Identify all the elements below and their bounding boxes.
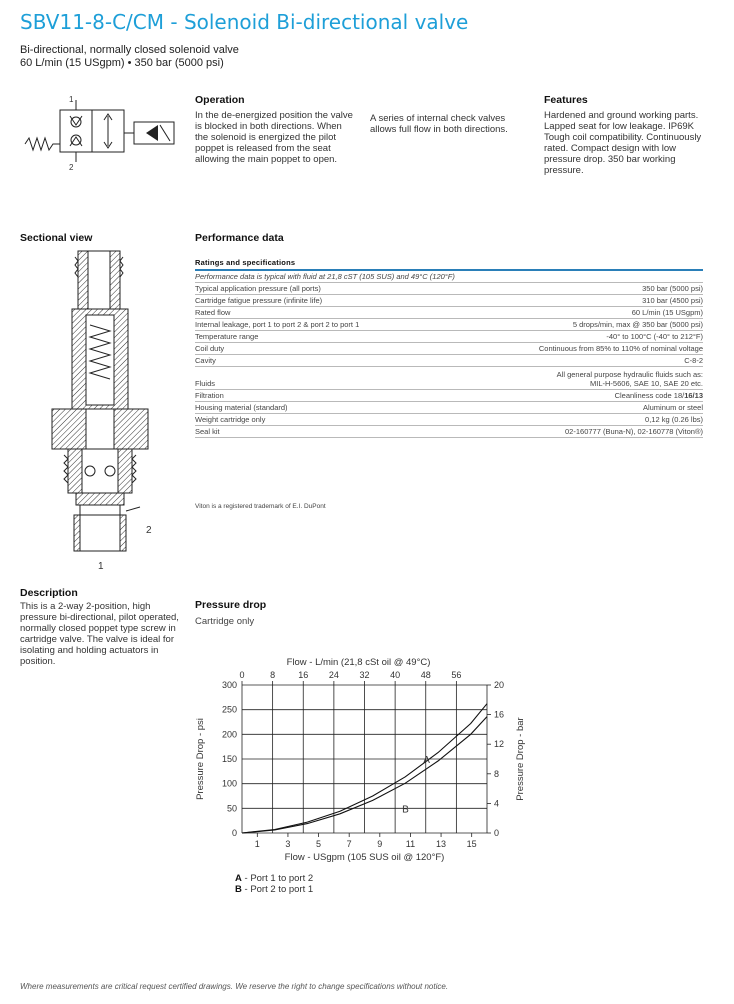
x-axis-label: Flow - USgpm (105 SUS oil @ 120°F) xyxy=(284,852,445,863)
trademark-note: Viton is a registered trademark of E.I. DuPont xyxy=(195,503,326,510)
spec-label: Seal kit xyxy=(195,427,220,436)
spec-value xyxy=(449,367,703,390)
right-tick-label: 4 xyxy=(494,798,500,809)
x-tick-label: 5 xyxy=(316,839,322,849)
spec-label: Fluids xyxy=(195,379,216,388)
spec-value: -40° to 100°C (-40° to 212°F) xyxy=(606,332,703,341)
top-tick-label: 0 xyxy=(239,670,245,680)
legend-item-b xyxy=(235,884,313,895)
spec-label: Rated flow xyxy=(195,308,231,317)
spec-label: Cavity xyxy=(195,356,216,365)
y-tick-label: 100 xyxy=(221,778,237,789)
table-row xyxy=(195,426,703,438)
pressure-drop-subheading: Cartridge only xyxy=(195,616,255,627)
x-tick-label: 7 xyxy=(346,839,352,849)
table-note: Performance data is typical with fluid at 21,8 cST (105 SUS) and 49°C (120°F) xyxy=(195,272,455,281)
spec-label: Housing material (standard) xyxy=(195,403,288,412)
top-tick-label: 32 xyxy=(359,670,370,680)
x-tick-label: 1 xyxy=(254,839,260,849)
table-row xyxy=(195,414,703,426)
spec-label: Cartridge fatigue pressure (infinite life) xyxy=(195,296,323,305)
subtitle-line-2: 60 L/min (15 USgpm) • 350 bar (5000 psi) xyxy=(20,57,224,69)
table-note-row xyxy=(195,270,703,283)
x-tick-label: 11 xyxy=(405,839,416,849)
spec-value-line-2: MIL-H-5606, SAE 10, SAE 20 etc. xyxy=(590,379,703,388)
top-tick-label: 16 xyxy=(298,670,309,680)
y-tick-label: 250 xyxy=(221,704,237,715)
right-tick-label: 20 xyxy=(494,680,505,690)
page-title: SBV11-8-C/CM - Solenoid Bi-directional valve xyxy=(20,10,469,34)
description-section xyxy=(20,588,180,667)
features-heading: Features xyxy=(544,94,588,106)
spec-label: Filtration xyxy=(195,391,224,400)
spec-value: Aluminum or steel xyxy=(642,403,703,412)
spec-value: 310 bar (4500 psi) xyxy=(642,296,703,305)
spec-label: Typical application pressure (all ports) xyxy=(195,284,321,293)
features-text: Hardened and ground working parts. Lapped seat for low leakage. IP69K Tough coil compatibility. Continuously rated. Compact design with low pressure drop. 350 bar working pressure. xyxy=(544,110,702,176)
legend-key-a: A xyxy=(235,873,242,884)
table-row xyxy=(195,295,703,307)
y-tick-label: 0 xyxy=(231,828,237,838)
spec-value: C-8-2 xyxy=(684,356,703,365)
performance-data-heading: Performance data xyxy=(195,232,284,244)
operation-text-continued xyxy=(370,113,525,135)
top-tick-label: 48 xyxy=(420,670,431,680)
right-axis-label: Pressure Drop - bar xyxy=(515,717,526,801)
symbol-port-2-label: 2 xyxy=(69,163,74,172)
legend-key-b: B xyxy=(235,884,242,895)
spec-value: 60 L/min (15 USgpm) xyxy=(631,308,703,317)
series-label-b: B xyxy=(402,804,409,816)
spec-value-bold: 16/13 xyxy=(684,391,703,400)
x-tick-label: 15 xyxy=(466,839,477,849)
ratings-table-title: Ratings and specifications xyxy=(195,258,296,267)
x-tick-label: 9 xyxy=(377,839,383,849)
legend-item-a xyxy=(235,873,313,884)
description-text: This is a 2-way 2-position, high pressure bi-directional, pilot operated, normally closed poppet type screw in cartridge valve. The valve is ideal for isolating and holding actuators in position. xyxy=(20,601,179,667)
footer-disclaimer: Where measurements are critical request certified drawings. We reserve the right to change specifications without notice. xyxy=(20,982,449,991)
table-row xyxy=(195,283,703,295)
features-section xyxy=(544,95,709,176)
top-tick-label: 40 xyxy=(390,670,401,680)
series-label-a: A xyxy=(423,754,430,766)
table-row xyxy=(195,319,703,331)
top-tick-label: 56 xyxy=(451,670,462,680)
y-tick-label: 300 xyxy=(221,680,237,690)
y-axis-label: Pressure Drop - psi xyxy=(195,718,206,800)
spec-label: Internal leakage, port 1 to port 2 & port 2 to port 1 xyxy=(195,320,360,329)
spec-value-prefix: Cleanliness code 18/ xyxy=(614,391,685,400)
sectional-view-drawing xyxy=(20,245,190,575)
sectional-port-2-label: 2 xyxy=(146,525,152,536)
spec-label: Temperature range xyxy=(195,332,259,341)
right-tick-label: 0 xyxy=(494,828,500,838)
spec-label: Weight cartridge only xyxy=(195,415,266,424)
y-tick-label: 200 xyxy=(221,729,237,740)
sectional-port-1-label: 1 xyxy=(98,561,104,572)
chart-legend xyxy=(235,873,313,895)
y-tick-label: 50 xyxy=(226,803,237,814)
operation-text: In the de-energized position the valve is blocked in both directions. When the solenoid is energized the pilot poppet is released from the seat allowing the main poppet to open. xyxy=(195,110,353,165)
table-row xyxy=(195,307,703,319)
spec-value: Continuous from 85% to 110% of nominal voltage xyxy=(538,344,703,353)
right-tick-label: 8 xyxy=(494,768,500,779)
x-tick-label: 3 xyxy=(285,839,291,849)
operation-text-2: A series of internal check valves allows full flow in both directions. xyxy=(370,113,508,135)
sectional-view-heading: Sectional view xyxy=(20,232,93,244)
y-tick-label: 150 xyxy=(221,754,237,764)
table-row xyxy=(195,355,703,367)
legend-text-b: - Port 2 to port 1 xyxy=(241,884,314,895)
spec-value: 02-160777 (Buna-N), 02-160778 (Viton®) xyxy=(565,427,703,436)
ratings-specifications-table xyxy=(195,269,703,438)
table-row xyxy=(195,343,703,355)
operation-section xyxy=(195,95,355,165)
spec-value: 0,12 kg (0.26 lbs) xyxy=(645,415,703,424)
table-row xyxy=(195,331,703,343)
top-tick-label: 24 xyxy=(328,670,339,680)
spec-label: Coil duty xyxy=(195,344,225,353)
subtitle xyxy=(20,44,239,70)
spec-value xyxy=(449,390,703,402)
table-row xyxy=(195,367,703,390)
spec-value-line-1: All general purpose hydraulic fluids such as: xyxy=(556,370,703,379)
spec-value: 350 bar (5000 psi) xyxy=(642,284,703,293)
symbol-port-1-label: 1 xyxy=(69,95,74,104)
spec-value: 5 drops/min, max @ 350 bar (5000 psi) xyxy=(572,320,703,329)
top-axis-label: Flow - L/min (21,8 cSt oil @ 49°C) xyxy=(286,657,431,668)
right-tick-label: 16 xyxy=(494,709,505,720)
table-row xyxy=(195,402,703,414)
pressure-drop-chart xyxy=(190,645,530,875)
x-tick-label: 13 xyxy=(436,839,447,849)
description-heading: Description xyxy=(20,587,78,599)
operation-heading: Operation xyxy=(195,94,245,106)
pressure-drop-heading: Pressure drop xyxy=(195,599,267,611)
valve-schematic-symbol xyxy=(20,92,190,172)
top-tick-label: 8 xyxy=(270,670,276,680)
table-row xyxy=(195,390,703,402)
legend-text-a: - Port 1 to port 2 xyxy=(241,873,314,884)
right-tick-label: 12 xyxy=(494,739,505,750)
subtitle-line-1: Bi-directional, normally closed solenoid valve xyxy=(20,44,239,56)
